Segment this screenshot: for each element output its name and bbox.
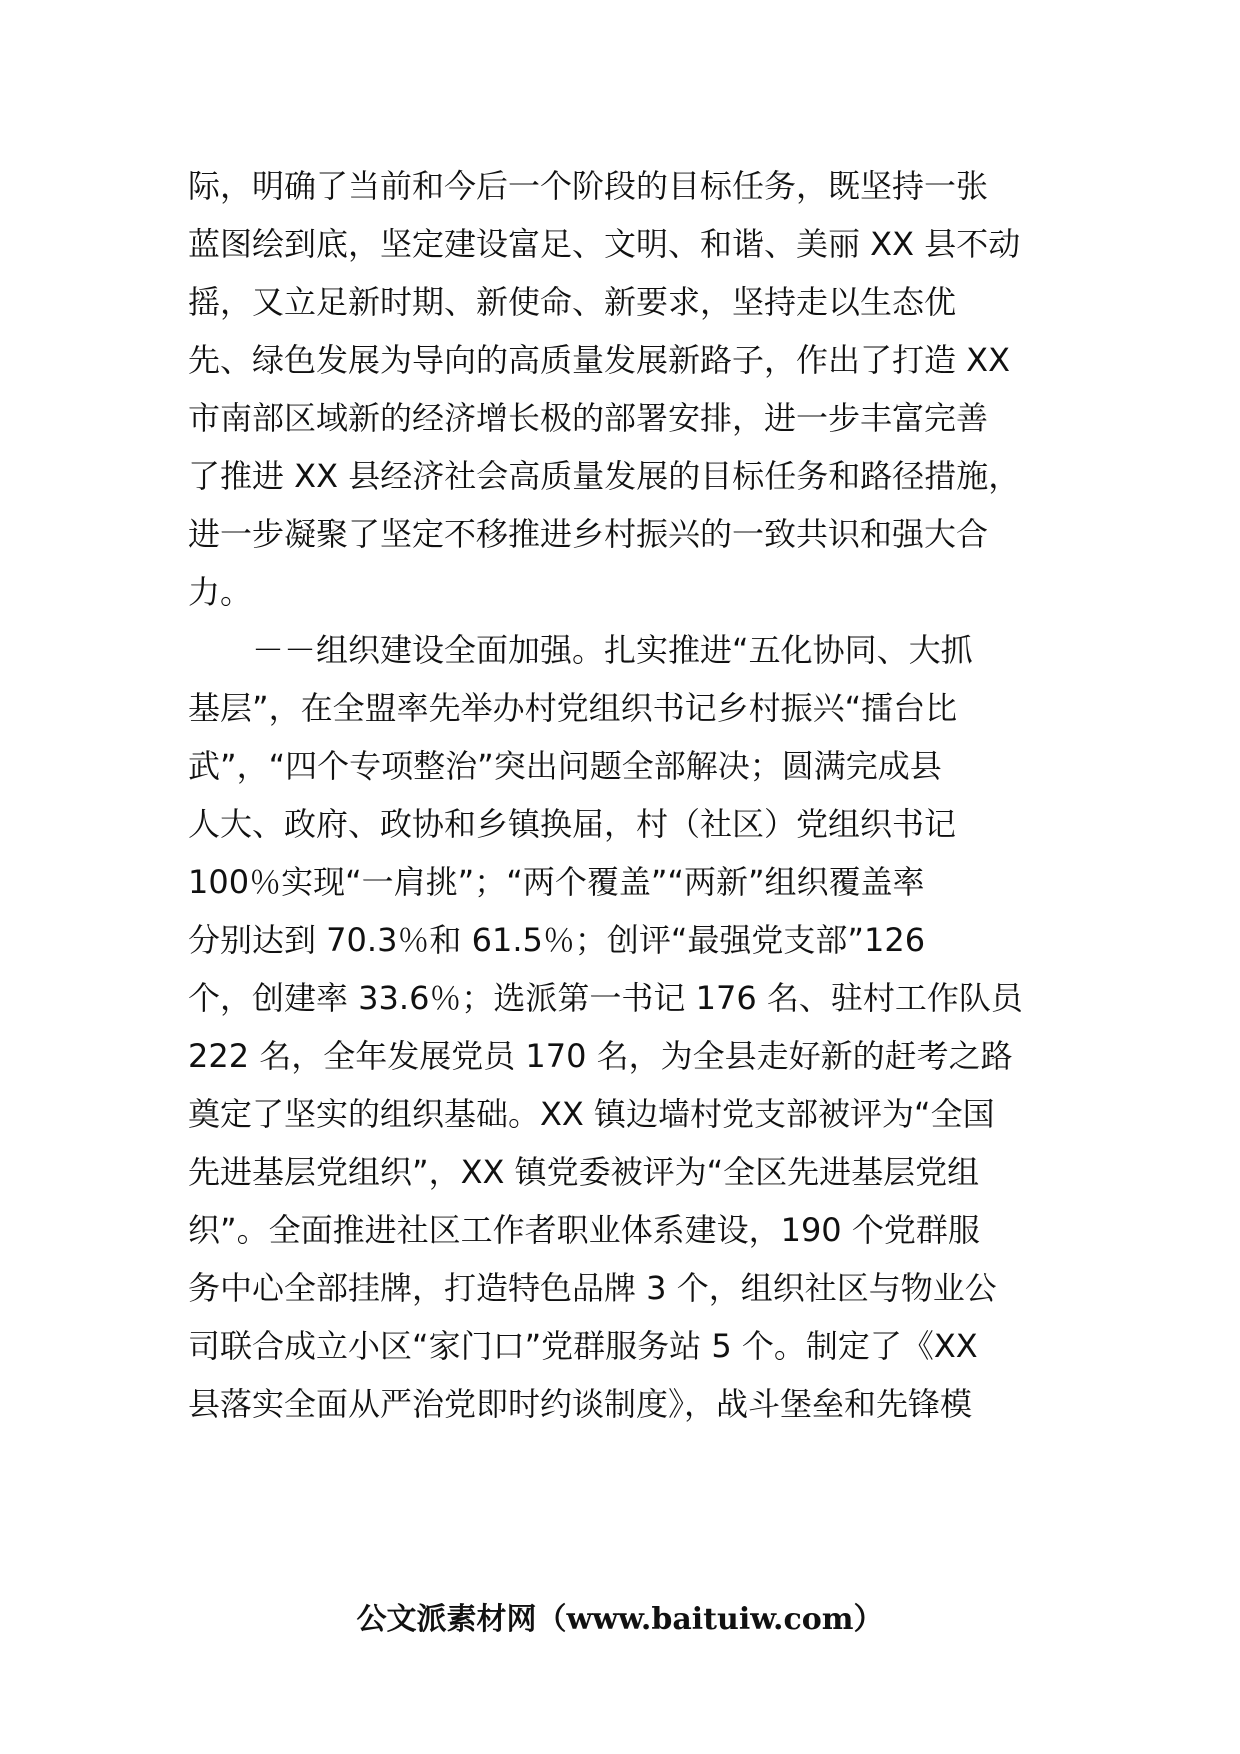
text-line: 分别达到 70.3％和 61.5％；创评“最强党支部”126 xyxy=(188,921,926,959)
text-line: 际，明确了当前和今后一个阶段的目标任务，既坚持一张 xyxy=(188,167,989,205)
text-line: 司联合成立小区“家门口”党群服务站 5 个。制定了《XX xyxy=(188,1327,978,1365)
text-line: 蓝图绘到底，坚定建设富足、文明、和谐、美丽 XX 县不动 xyxy=(188,225,1021,263)
text-line: 100％实现“一肩挑”；“两个覆盖”“两新”组织覆盖率 xyxy=(188,863,925,901)
text-line: 县落实全面从严治党即时约谈制度》，战斗堡垒和先锋模 xyxy=(188,1385,973,1423)
footer-watermark: 公文派素材网（www.baituiw.com） xyxy=(356,1602,884,1637)
text-line: 市南部区域新的经济增长极的部署安排，进一步丰富完善 xyxy=(188,399,989,437)
text-line: 个，创建率 33.6％；选派第一书记 176 名、驻村工作队员 xyxy=(188,979,1023,1017)
text-line: 力。 xyxy=(188,573,253,611)
text-line: 了推进 XX 县经济社会高质量发展的目标任务和路径措施， xyxy=(188,457,1021,495)
text-line: 进一步凝聚了坚定不移推进乡村振兴的一致共识和强大合 xyxy=(188,515,989,553)
text-line: 奠定了坚实的组织基础。XX 镇边墙村党支部被评为“全国 xyxy=(188,1095,995,1133)
text-line: 先、绿色发展为导向的高质量发展新路子，作出了打造 XX xyxy=(188,341,1011,379)
text-line: 基层”，在全盟率先举办村党组织书记乡村振兴“擂台比 xyxy=(188,689,958,727)
text-line: 织”。全面推进社区工作者职业体系建设，190 个党群服 xyxy=(188,1211,980,1249)
text-line: 222 名，全年发展党员 170 名，为全县走好新的赶考之路 xyxy=(188,1037,1013,1075)
text-line: 务中心全部挂牌，打造特色品牌 3 个，组织社区与物业公 xyxy=(188,1269,997,1307)
text-line: 先进基层党组织”，XX 镇党委被评为“全区先进基层党组 xyxy=(188,1153,980,1191)
text-line: －－组织建设全面加强。扎实推进“五化协同、大抓 xyxy=(252,631,973,669)
text-line: 武”，“四个专项整治”突出问题全部解决；圆满完成县 xyxy=(188,747,942,785)
text-line: 摇，又立足新时期、新使命、新要求，坚持走以生态优 xyxy=(188,283,957,321)
text-line: 人大、政府、政协和乡镇换届，村（社区）党组织书记 xyxy=(188,805,957,843)
